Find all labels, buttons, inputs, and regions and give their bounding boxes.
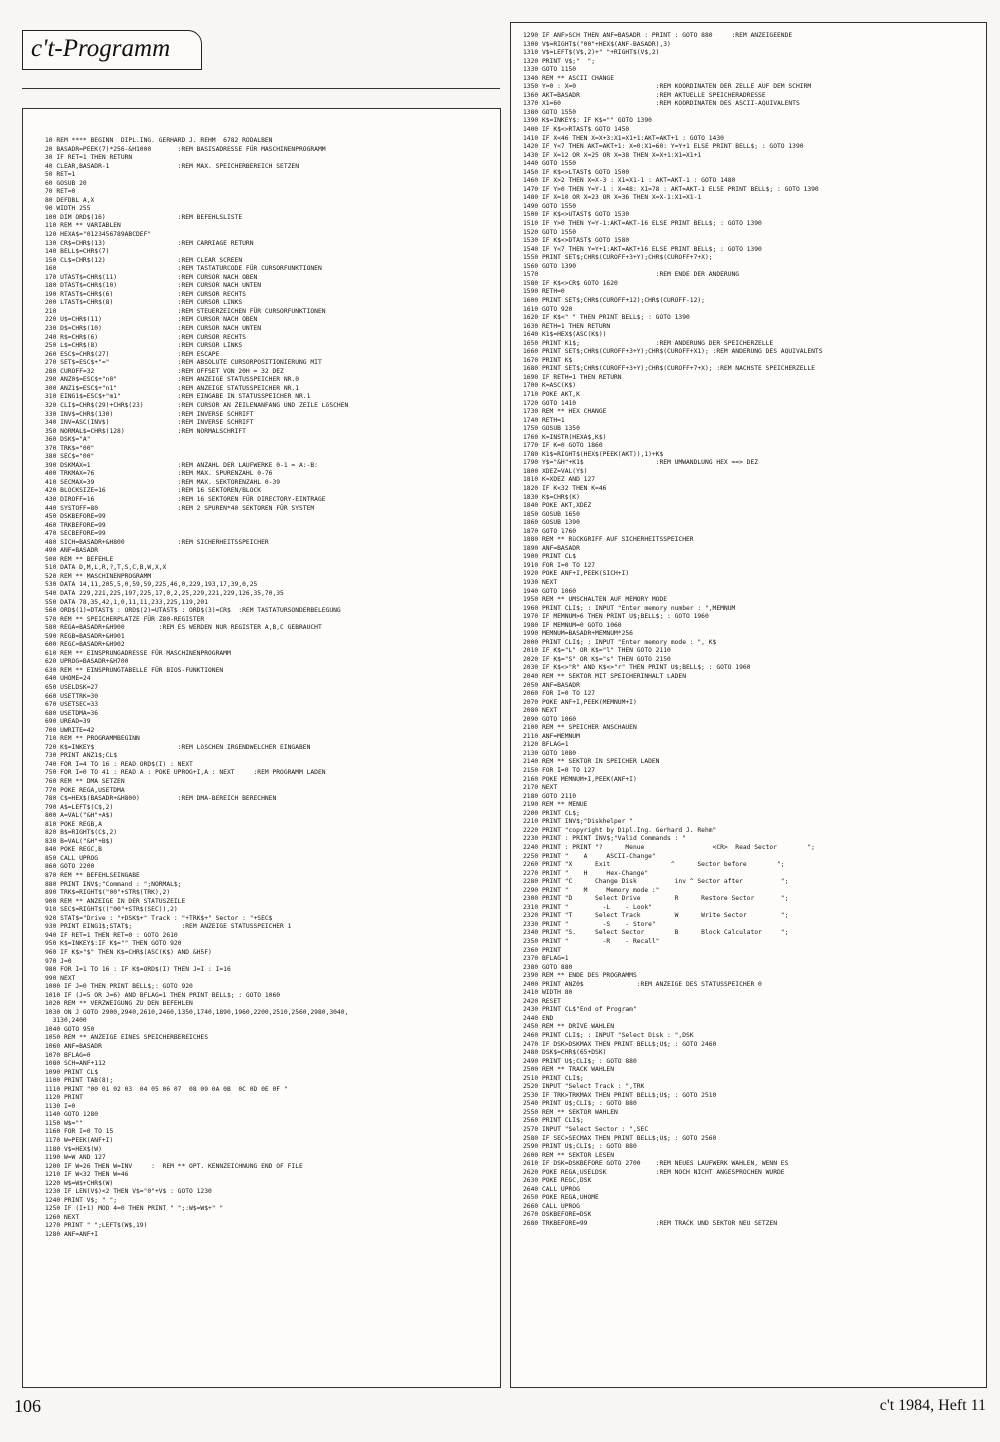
code-line: 2600 REM ** SEKTOR LESEN — [523, 1151, 614, 1159]
code-line: 1390 K$=INKEY$: IF K$="" GOTO 1390 — [523, 117, 652, 125]
code-line: 2200 PRINT CL$; — [523, 809, 580, 817]
code-line: 40 CLEAR,BASADR-1 :REM MAX. SPEICHERBEREICH SETZEN — [45, 162, 300, 170]
code-line: 1860 GOSUB 1390 — [523, 519, 580, 527]
code-line: 830 B=VAL("&H"+B$) — [45, 837, 114, 845]
code-line: 860 GOTO 2200 — [45, 863, 95, 871]
code-line: 410 SECMAX=39 :REM MAX. SEKTORENZAHL 0-39 — [45, 478, 281, 486]
code-line: 300 ANZ1$=ESC$+"n1" :REM ANZEIGE STATUSSPEICHER NR.1 — [45, 384, 300, 392]
code-line: 2130 GOTO 1080 — [523, 749, 577, 757]
code-line: 2300 PRINT "D Select Drive R Restore Sector "; — [523, 895, 789, 903]
code-line: 290 ANZ0$=ESC$+"n0" :REM ANZEIGE STATUSSPEICHER NR.0 — [45, 376, 300, 384]
code-line: 120 HEXA$="0123456789ABCDEF" — [45, 231, 152, 239]
code-line: 1880 REM ** RüCKGRIFF AUF SICHERHEITSSPEICHER — [523, 536, 694, 544]
code-line: 1070 BFLAG=0 — [45, 1051, 91, 1059]
code-line: 590 REGB=BASADR+&H901 — [45, 632, 125, 640]
code-line: 1500 IF K$<>UTAST$ GOTO 1530 — [523, 211, 630, 219]
code-line: 1490 GOTO 1550 — [523, 202, 577, 210]
code-line: 2260 PRINT "X Exit ^ Sector before "; — [523, 861, 785, 869]
code-line: 1630 RETH=1 THEN RETURN — [523, 322, 611, 330]
code-line: 1940 GOTO 1060 — [523, 587, 577, 595]
code-line: 2530 IF TRK>TRKMAX THEN PRINT BELL$;U$; : GOTO 2510 — [523, 1091, 717, 1099]
code-line: 1770 IF K=0 GOTO 1860 — [523, 442, 603, 450]
code-line: 1340 REM ** ASCII CHANGE — [523, 74, 614, 82]
code-line: 1230 IF LEN(V$)<2 THEN V$="0"+V$ : GOTO 1230 — [45, 1188, 212, 1196]
code-line: 2640 CALL UPROG — [523, 1185, 580, 1193]
code-line: 1510 IF Y>0 THEN Y=Y-1:AKT=AKT-16 ELSE PRINT BELL$; : GOTO 1390 — [523, 220, 762, 228]
code-line: 620 UPROG=BASADR+&H700 — [45, 658, 129, 666]
code-line: 220 U$=CHR$(11) :REM CURSOR NACH OBEN — [45, 316, 258, 324]
code-line: 1730 REM ** HEX CHANGE — [523, 408, 607, 416]
code-line: 480 SICH=BASADR+&H800 :REM SICHERHEITSSPEICHER — [45, 538, 269, 546]
code-line: 800 A=VAL("&H"+A$) — [45, 812, 114, 820]
code-line: 230 D$=CHR$(10) :REM CURSOR NACH UNTEN — [45, 325, 262, 333]
code-line: 1480 IF X=10 OR X=23 OR X=36 THEN X=X-1:X1=X1-1 — [523, 194, 702, 202]
code-line: 1320 PRINT V$;" "; — [523, 57, 596, 65]
code-line: 990 NEXT — [45, 974, 76, 982]
code-line: 500 REM ** BEFEHLE — [45, 555, 114, 563]
code-line: 1220 W$=W$+CHR$(W) — [45, 1179, 114, 1187]
issue-label: c't 1984, Heft 11 — [879, 1397, 986, 1414]
code-line: 2570 INPUT "Select Sector : ",SEC — [523, 1126, 649, 1133]
code-line: 2280 PRINT "C Change Disk inv ^ Sector after "; — [523, 878, 789, 886]
code-line: 770 POKE REGA,USETDMA — [45, 786, 125, 794]
code-line: 920 STAT$="Drive : "+DSK$+" Track : "+TRK$+" Sector : "+SEC$ — [45, 914, 273, 922]
code-line: 1010 IF (J=5 OR J=6) AND BFLAG=1 THEN PRINT BELL$; : GOTO 1060 — [45, 991, 281, 999]
code-line: 1200 IF W=26 THEN W=INV : REM ** OPT. KENNZEICHNUNG END OF FILE — [45, 1162, 303, 1170]
code-line: 2670 DSKBEFORE=DSK — [523, 1211, 592, 1219]
code-line: 1080 SCH=ANF+112 — [45, 1060, 106, 1068]
code-line: 520 REM ** MASCHINENPROGRAMM — [45, 572, 152, 580]
code-line: 1290 IF ANF>SCH THEN ANF=BASADR : PRINT : GOTO 880 :REM ANZEIGEENDE — [523, 32, 793, 39]
code-line: 2380 GOTO 880 — [523, 963, 573, 971]
code-line: 2180 GOTO 2110 — [523, 792, 577, 800]
code-line: 2230 PRINT : PRINT INV$;"Valid Commands : " — [523, 835, 687, 843]
code-line: 140 BELL$=CHR$(7) — [45, 248, 110, 256]
code-line: 1190 W=W AND 127 — [45, 1154, 106, 1162]
code-line: 540 DATA 229,221,225,197,225,17,0,2,25,229,221,229,126,35,70,35 — [45, 589, 284, 597]
code-line: 550 DATA 78,35,42,1,0,11,11,233,225,119,201 — [45, 598, 209, 606]
code-line: 320 CLI$=CHR$(29)+CHR$(23) :REM CURSOR AN ZEILENANFANG UND ZEILE LöSCHEN — [45, 401, 349, 409]
page-number: 106 — [14, 1396, 41, 1416]
code-line: 730 PRINT ANZ1$;CL$ — [45, 752, 118, 760]
code-line: 1360 AKT=BASADR :REM AKTUELLE SPEICHERADRESSE — [523, 91, 766, 99]
code-line: 30 IF RET=1 THEN RETURN — [45, 154, 133, 162]
code-line: 2490 PRINT U$;CLI$; : GOTO 880 — [523, 1057, 637, 1065]
code-line: 1750 GOSUB 1350 — [523, 425, 580, 433]
code-line: 280 CUROFF=32 :REM OFFSET VON 20H = 32 DEZ — [45, 367, 284, 375]
code-line: 2190 REM ** MENUE — [523, 801, 588, 809]
code-line: 1530 IF K$<>DTAST$ GOTO 1580 — [523, 237, 630, 245]
code-line: 820 B$=RIGHT$(C$,2) — [45, 829, 118, 837]
code-line: 1800 XDEZ=VAL(Y$) — [523, 467, 588, 475]
code-line: 1470 IF Y>0 THEN Y=Y-1 : X=48: X1=78 : AKT=AKT-1 ELSE PRINT BELL$; : GOTO 1390 — [523, 185, 819, 193]
code-line: 2470 IF DSK>DSKMAX THEN PRINT BELL$;U$; : GOTO 2460 — [523, 1040, 717, 1048]
code-line: 1660 PRINT SET$;CHR$(CUROFF+3+Y);CHR$(CUROFF+X1); :REM ANDERUNG DES AQUIVALENTS — [523, 348, 823, 356]
code-line: 1760 K=INSTR(HEXA$,K$) — [523, 433, 607, 441]
code-line: 2370 BFLAG=1 — [523, 955, 569, 963]
code-line: 2150 FOR I=0 TO 127 — [523, 767, 596, 775]
code-line: 460 TRKBEFORE=99 — [45, 521, 106, 529]
code-line: 1410 IF X<46 THEN X=X+3:X1=X1+1:AKT=AKT+1 : GOTO 1430 — [523, 134, 724, 142]
code-line: 2010 IF K$="L" OR K$="l" THEN GOTO 2110 — [523, 647, 671, 655]
code-line: 270 SET$=ESC$+"=" :REM ABSOLUTE CURSORPOSITIONIERUNG MIT — [45, 359, 322, 367]
code-line: 1000 IF J=0 THEN PRINT BELL$;: GOTO 920 — [45, 983, 193, 991]
code-line: 2320 PRINT "T Select Track W Write Sector "; — [523, 912, 789, 920]
code-line: 1160 FOR I=0 TO 15 — [45, 1128, 114, 1136]
code-line: 1440 GOTO 1550 — [523, 160, 577, 168]
code-line: 80 DEFDBL A,X — [45, 196, 95, 204]
code-line: 850 CALL UPROG — [45, 854, 99, 862]
code-line: 1830 K$=CHR$(K) — [523, 493, 580, 501]
code-line: 1990 MEMNUM=BASADR+MEMNUM*256 — [523, 630, 633, 638]
code-line: 2220 PRINT "copyright by Dipl.Ing. Gerhard J. Rehm" — [523, 826, 717, 834]
code-line: 2480 DSK$=CHR$(65+DSK) — [523, 1049, 607, 1057]
code-line: 1790 Y$="&H"+K1$ :REM UMWANDLUNG HEX ==> DEZ — [523, 459, 759, 467]
code-line: 1020 REM ** VERZWEIGUNG ZU DEN BEFEHLEN — [45, 1000, 193, 1008]
code-line: 130 CR$=CHR$(13) :REM CARRIAGE RETURN — [45, 239, 254, 247]
code-line: 210 :REM STEUERZEICHEN FÜR CURSORFUNKTIONEN — [45, 307, 326, 315]
code-line: 530 DATA 14,11,205,5,0,59,59,225,46,0,229,193,17,39,0,25 — [45, 581, 258, 589]
code-line: 810 POKE REGB,A — [45, 820, 102, 828]
code-line: 2340 PRINT "S. Select Sector B Block Calculator "; — [523, 929, 789, 937]
code-line: 2410 WIDTH 80 — [523, 989, 573, 997]
code-line: 2210 PRINT INV$;"Diskhelper " — [523, 818, 633, 826]
code-line: 2140 REM ** SEKTOR IN SPEICHER LADEN — [523, 758, 660, 766]
code-line: 1100 PRINT TAB(8); — [45, 1077, 114, 1085]
listing-column-right — [510, 22, 987, 1388]
code-line: 930 PRINT EING1$;STAT$; :REM ANZEIGE STATUSSPEICHER 1 — [45, 923, 292, 931]
code-line: 2060 FOR I=0 TO 127 — [523, 690, 596, 698]
code-line: 510 DATA D,M,L,R,?,T,S,C,B,W,X,X — [45, 564, 167, 572]
code-line: 1610 GOTO 920 — [523, 305, 573, 313]
code-line: 2610 IF DSK=DSKBEFORE GOTO 2700 :REM NEUES LAUFWERK WAHLEN, WENN ES — [523, 1160, 789, 1168]
code-line: 360 DSK$="A" — [45, 436, 91, 444]
code-line: 2390 REM ** ENDE DES PROGRAMMS — [523, 972, 637, 980]
code-line: 1570 :REM ENDE DER ANDERUNG — [523, 271, 740, 279]
code-line: 2290 PRINT " M Memory mode :" — [523, 886, 660, 894]
code-line: 2420 RESET — [523, 997, 561, 1005]
code-line: 2400 PRINT ANZ0$ :REM ANZEIGE DES STATUSSPEICHER 0 — [523, 980, 762, 988]
code-line: 310 EING1$=ESC$+"m1" :REM EINGABE IN STATUSSPEICHER NR.1 — [45, 393, 311, 401]
code-line: 260 ESC$=CHR$(27) :REM ESCAPE — [45, 350, 220, 358]
code-line: 1870 GOTO 1760 — [523, 527, 577, 535]
code-line: 2350 PRINT " -R - Recall" — [523, 937, 660, 945]
code-line: 1980 IF MEMNUM=0 GOTO 1060 — [523, 621, 622, 629]
code-line: 2240 PRINT : PRINT "? Menue <CR> Read Sector "; — [523, 843, 815, 851]
code-line: 2110 ANF=MEMNUM — [523, 732, 580, 740]
code-line: 1310 V$=LEFT$(V$,2)+" "+RIGHT$(V$,2) — [523, 49, 660, 57]
code-line: 2680 TRKBEFORE=99 :REM TRACK UND SEKTOR NEU SETZEN — [523, 1220, 778, 1228]
code-line: 2510 PRINT CLI$; — [523, 1074, 584, 1082]
code-line: 2020 IF K$="S" OR K$="s" THEN GOTO 2150 — [523, 655, 671, 663]
code-line: 1330 GOTO 1150 — [523, 66, 577, 74]
code-line: 420 BLOCKSIZE=16 :REM 16 SEKTOREN/BLOCK — [45, 487, 262, 495]
code-line: 2250 PRINT " A ASCII-Change" — [523, 852, 656, 860]
code-line: 900 REM ** ANZEIGE IN DER STATUSZEILE — [45, 897, 186, 905]
code-line: 1030 ON J GOTO 2900,2940,2610,2460,1350,1740,1890,1960,2200,2510,2560,2980,3040, — [45, 1008, 349, 1016]
code-line: 1850 GOSUB 1650 — [523, 510, 580, 518]
code-line: 1670 PRINT K$ — [523, 356, 573, 364]
code-line: 2590 PRINT U$;CLI$; : GOTO 880 — [523, 1143, 637, 1151]
code-line: 1700 K=ASC(K$) — [523, 382, 577, 390]
code-line: 1150 W$="" — [45, 1119, 83, 1127]
code-line: 2620 POKE REGA,USELDSK :REM NOCH NICHT ANGESPROCHEN WURDE — [523, 1168, 785, 1176]
code-line: 1640 K1$=HEX$(ASC(K$)) — [523, 331, 607, 339]
code-line: 1210 IF W<32 THEN W=46 — [45, 1171, 129, 1179]
code-line: 2040 REM ** SEKTOR MIT SPEICHERINHALT LADEN — [523, 673, 687, 681]
code-line: 20 BASADR=PEEK(7)*256-&H1000 :REM BASISADRESSE FÜR MASCHINENPROGRAMM — [45, 145, 326, 153]
section-title: c't-Programm — [31, 35, 171, 62]
code-line: 1620 IF K$<" " THEN PRINT BELL$; : GOTO 1390 — [523, 314, 690, 322]
code-line: 1520 GOTO 1550 — [523, 228, 577, 236]
code-line: 10 REM **** BEGINN DIPL.ING. GERHARD J. REHM 6782 RODALBEN — [45, 137, 273, 144]
code-line: 2170 NEXT — [523, 784, 558, 792]
code-line: 670 USETSEC=33 — [45, 701, 99, 709]
code-line: 980 FOR I=1 TO 16 : IF K$=ORD$(I) THEN J=I : I=16 — [45, 966, 231, 974]
code-line: 970 J=0 — [45, 957, 72, 965]
code-line: 750 FOR I=0 TO 41 : READ A : POKE UPROG+I,A : NEXT :REM PROGRAMM LADEN — [45, 769, 326, 777]
code-line: 1650 PRINT K1$; :REM ANDERUNG DER SPEICHERZELLE — [523, 339, 774, 347]
code-line: 1690 IF RETH=1 THEN RETURN — [523, 373, 622, 381]
code-line: 1960 PRINT CLI$; : INPUT "Enter memory number : ",MEMNUM — [523, 604, 736, 612]
code-line: 560 ORD$(1)=DTAST$ : ORD$(2)=UTAST$ : ORD$(3)=CR$ :REM TASTATURSONDERBELEGUNG — [45, 607, 341, 615]
code-line: 250 L$=CHR$(8) :REM CURSOR LINKS — [45, 342, 243, 350]
code-line: 950 K$=INKEY$:IF K$="" THEN GOTO 920 — [45, 940, 182, 948]
code-line: 2660 CALL UPROG — [523, 1202, 580, 1210]
code-line: 1270 PRINT " ";LEFT$(W$,19) — [45, 1222, 148, 1230]
code-line: 1120 PRINT — [45, 1094, 83, 1102]
code-line: 2000 PRINT CLI$; : INPUT "Enter memory mode : ", K$ — [523, 638, 717, 646]
code-line: 2630 POKE REGC,DSK — [523, 1177, 592, 1185]
listing-column-left — [22, 108, 501, 1388]
code-line: 2360 PRINT — [523, 946, 561, 954]
code-line: 1910 FOR I=0 TO 127 — [523, 561, 596, 569]
code-line: 2440 END — [523, 1014, 554, 1022]
code-line: 660 USETTRK=30 — [45, 692, 99, 700]
code-line: 50 RET=1 — [45, 171, 76, 179]
code-line: 1040 GOTO 950 — [45, 1025, 95, 1033]
code-line: 690 UREAD=39 — [45, 718, 91, 726]
code-line: 390 DSKMAX=1 :REM ANZAHL DER LAUFWERKE 0-1 = A:-B: — [45, 461, 318, 469]
code-line: 650 USELDSK=27 — [45, 684, 99, 691]
code-line: 110 REM ** VARIABLEN — [45, 222, 121, 230]
code-line: 100 DIM ORD$(16) :REM BEFEHLSLISTE — [45, 213, 243, 221]
code-line: 400 TRKMAX=76 :REM MAX. SPURENZAHL 0-76 — [45, 470, 273, 478]
code-line: 1970 IF MEMNUM>6 THEN PRINT U$;BELL$; : GOTO 1960 — [523, 613, 709, 621]
code-line: 1780 K1$=RIGHT$(HEX$(PEEK(AKT)),1)+K$ — [523, 450, 664, 458]
code-line: 1540 IF Y<7 THEN Y=Y+1:AKT=AKT+16 ELSE PRINT BELL$; : GOTO 1390 — [523, 245, 762, 253]
code-line: 2310 PRINT " -L - Look" — [523, 903, 652, 911]
code-line: 2580 IF SEC>SECMAX THEN PRINT BELL$;U$; : GOTO 2560 — [523, 1134, 717, 1142]
code-line: 2430 PRINT CL$"End of Program" — [523, 1006, 637, 1014]
code-line: 2070 POKE ANF+I,PEEK(MEMNUM+I) — [523, 698, 637, 706]
code-line: 1380 GOTO 1550 — [523, 108, 577, 116]
code-line: 1180 V$=HEX$(W) — [45, 1145, 102, 1153]
code-line: 1130 I=0 — [45, 1102, 76, 1110]
code-line: 240 R$=CHR$(6) :REM CURSOR RECHTS — [45, 333, 246, 341]
code-line: 1680 PRINT SET$;CHR$(CUROFF+3+Y);CHR$(CUROFF+7+X); :REM NACHSTE SPEICHERZELLE — [523, 365, 815, 373]
header-rule — [22, 88, 500, 89]
code-line: 2030 IF K$<>"R" AND K$<>"r" THEN PRINT U$;BELL$; : GOTO 1960 — [523, 664, 751, 672]
code-line: 1600 PRINT SET$;CHR$(CUROFF+12);CHR$(CUROFF-12); — [523, 296, 705, 304]
code-line: 2100 REM ** SPEICHER ANSCHAUEN — [523, 724, 637, 732]
program-listing-right — [523, 32, 823, 1229]
code-line: 430 DIROFF=16 :REM 16 SEKTOREN FÜR DIRECTORY-EINTRAGE — [45, 495, 326, 503]
code-line: 160 :REM TASTATURCODE FÜR CURSORFUNKTIONEN — [45, 265, 322, 273]
code-line: 60 GOSUB 20 — [45, 179, 87, 187]
code-line: 1140 GOTO 1280 — [45, 1111, 99, 1119]
code-line: 1260 NEXT — [45, 1213, 80, 1221]
code-line: 380 SEC$="00" — [45, 453, 95, 461]
code-line: 2270 PRINT " H Hex-Change" — [523, 869, 649, 877]
code-line: 2330 PRINT " -S - Store" — [523, 920, 656, 928]
code-line: 1280 ANF=ANF+I — [45, 1231, 99, 1238]
code-line: 2450 REM ** DRIVE WAHLEN — [523, 1023, 614, 1031]
code-line: 1460 IF X>2 THEN X=X-3 : X1=X1-1 : AKT=AKT-1 : GOTO 1480 — [523, 177, 736, 185]
code-line: 1300 V$=RIGHT$("00"+HEX$(ANF-BASADR),3) — [523, 40, 671, 48]
code-line: 450 DSKBEFORE=99 — [45, 513, 106, 521]
program-listing-left — [45, 137, 348, 1240]
code-line: 1920 POKE ANF+I,PEEK(SICH+I) — [523, 570, 630, 578]
code-line: 580 REGA=BASADR+&H900 :REM ES WERDEN NUR REGISTER A,B,C GEBRAUCHT — [45, 624, 322, 632]
code-line: 940 IF RET=1 THEN RET=0 : GOTO 2610 — [45, 931, 178, 939]
code-line: 1950 REM ** UMSCHALTEN AUF MEMORY MODE — [523, 596, 668, 604]
code-line: 1560 GOTO 1390 — [523, 262, 577, 270]
code-line: 1820 IF K<32 THEN K=46 — [523, 484, 607, 492]
code-line: 1450 IF K$<>LTAST$ GOTO 1500 — [523, 168, 630, 176]
code-line: 2540 PRINT U$;CLI$; : GOTO 880 — [523, 1100, 637, 1108]
code-line: 630 REM ** EINSPRUNGTABELLE FÜR BIOS-FUNKTIONEN — [45, 666, 224, 674]
code-line: 600 REGC=BASADR+&H902 — [45, 641, 125, 649]
code-line: 1900 PRINT CL$ — [523, 553, 577, 561]
code-line: 1550 PRINT SET$;CHR$(CUROFF+3+Y);CHR$(CUROFF+7+X); — [523, 254, 713, 262]
code-line: 1400 IF K$<>RTAST$ GOTO 1450 — [523, 126, 630, 134]
code-line: 200 LTAST$=CHR$(8) :REM CURSOR LINKS — [45, 299, 243, 307]
code-line: 440 SYSTOFF=80 :REM 2 SPUREN*40 SEKTOREN FÜR SYSTEM — [45, 504, 315, 512]
code-line: 180 DTAST$=CHR$(10) :REM CURSOR NACH UNTEN — [45, 282, 262, 290]
code-line: 570 REM ** SPEICHERPLATZE FÜR Z80-REGISTER — [45, 615, 205, 623]
code-line: 350 NORMAL$=CHR$(128) :REM NORMALSCHRIFT — [45, 427, 246, 435]
code-line: 170 UTAST$=CHR$(11) :REM CURSOR NACH OBEN — [45, 273, 258, 281]
code-line: 880 PRINT INV$;"Command : ";NORMAL$; — [45, 880, 182, 888]
code-line: 720 K$=INKEY$ :REM LöSCHEN IRGENDWELCHER EINGABEN — [45, 743, 311, 751]
code-line: 960 IF K$>"$" THEN K$=CHR$(ASC(K$) AND &H5F) — [45, 948, 212, 956]
code-line: 1720 GOTO 1410 — [523, 399, 577, 407]
code-line: 740 FOR I=4 TO 16 : READ ORD$(I) : NEXT — [45, 760, 193, 768]
code-line: 780 C$=HEX$(BASADR+&H800) :REM DMA-BEREICH BERECHNEN — [45, 795, 277, 803]
code-line: 2090 GOTO 1060 — [523, 715, 577, 723]
code-line: 1090 PRINT CL$ — [45, 1068, 99, 1076]
code-line: 1370 X1=60 :REM KOORDINATEN DES ASCII-AQUIVALENTS — [523, 100, 800, 108]
code-line: 790 A$=LEFT$(C$,2) — [45, 803, 114, 811]
code-line: 340 INV=ASC(INV$) :REM INVERSE SCHRIFT — [45, 419, 254, 427]
code-line: 1350 Y=0 : X=0 :REM KOORDINATEN DER ZELLE AUF DEM SCHIRM — [523, 83, 812, 91]
code-line: 2160 POKE MEMNUM+I,PEEK(ANF+I) — [523, 775, 637, 783]
code-line: 870 REM ** BEFEHLSEINGABE — [45, 872, 140, 880]
code-line: 330 INV$=CHR$(130) :REM INVERSE SCHRIFT — [45, 410, 254, 418]
code-line: 150 CL$=CHR$(12) :REM CLEAR SCREEN — [45, 256, 243, 264]
code-line: 840 POKE REGC,B — [45, 846, 102, 854]
code-line: 2500 REM ** TRACK WAHLEN — [523, 1066, 614, 1074]
code-line: 2460 PRINT CLI$; : INPUT "Select Disk : ",DSK — [523, 1031, 694, 1039]
code-line: 370 TRK$="00" — [45, 444, 95, 452]
code-line: 1710 POKE AKT,K — [523, 390, 580, 398]
code-line: 1810 K=XDEZ AND 127 — [523, 476, 596, 484]
code-line: 1240 PRINT V$; " "; — [45, 1196, 118, 1204]
code-line: 1250 IF (I+1) MOD 4=0 THEN PRINT " ";:W$=W$+" " — [45, 1205, 224, 1213]
code-line: 1590 RETH=0 — [523, 288, 565, 296]
code-line: 3130,2400 — [45, 1017, 87, 1025]
code-line: 1060 ANF=BASADR — [45, 1042, 102, 1050]
code-line: 2560 PRINT CLI$; — [523, 1117, 584, 1125]
code-line: 760 REM ** DMA SETZEN — [45, 778, 125, 786]
code-line: 700 UWRITE=42 — [45, 726, 95, 734]
code-line: 1430 IF X=12 OR X=25 OR X=38 THEN X=X+1:X1=X1+1 — [523, 151, 702, 159]
code-line: 470 SECBEFORE=99 — [45, 530, 106, 538]
code-line: 90 WIDTH 255 — [45, 205, 91, 213]
code-line: 2080 NEXT — [523, 707, 558, 715]
code-line: 1050 REM ** ANZEIGE EINES SPEICHERBEREICHES — [45, 1034, 209, 1042]
code-line: 640 UHOME=24 — [45, 675, 91, 683]
code-line: 1930 NEXT — [523, 579, 558, 586]
code-line: 1840 POKE AKT,XDEZ — [523, 502, 592, 510]
code-line: 1420 IF Y<7 THEN AKT=AKT+1: X=0:X1=60: Y=Y+1 ELSE PRINT BELL$; : GOTO 1390 — [523, 143, 804, 151]
code-line: 2650 POKE REGA,UHOME — [523, 1194, 599, 1202]
code-line: 2520 INPUT "Select Track : ",TRK — [523, 1083, 645, 1091]
code-line: 2550 REM ** SEKTOR WAHLEN — [523, 1108, 618, 1116]
code-line: 70 RET=0 — [45, 188, 76, 196]
code-line: 1580 IF K$<>CR$ GOTO 1620 — [523, 279, 618, 287]
section-header — [22, 30, 202, 70]
code-line: 1110 PRINT "00 01 02 03 04 05 06 07 08 09 0A 0B 0C 0D 0E 0F " — [45, 1085, 288, 1093]
code-line: 2120 BFLAG=1 — [523, 741, 569, 749]
code-line: 490 ANF=BASADR — [45, 547, 99, 555]
code-line: 610 REM ** EINSPRUNGADRESSE FÜR MASCHINENPROGRAMM — [45, 649, 231, 657]
code-line: 680 USETDMA=36 — [45, 709, 99, 717]
code-line: 1890 ANF=BASADR — [523, 544, 580, 552]
code-line: 890 TRK$=RIGHT$("00"+STR$(TRK),2) — [45, 889, 171, 897]
code-line: 1170 W=PEEK(ANF+I) — [45, 1136, 114, 1144]
code-line: 1740 RETH=1 — [523, 416, 565, 424]
code-line: 190 RTAST$=CHR$(6) :REM CURSOR RECHTS — [45, 290, 246, 298]
code-line: 910 SEC$=RIGHT$(("00"+STR$(SEC)),2) — [45, 906, 178, 914]
code-line: 2050 ANF=BASADR — [523, 681, 580, 689]
code-line: 710 REM ** PROGRAMMBEGINN — [45, 735, 140, 743]
